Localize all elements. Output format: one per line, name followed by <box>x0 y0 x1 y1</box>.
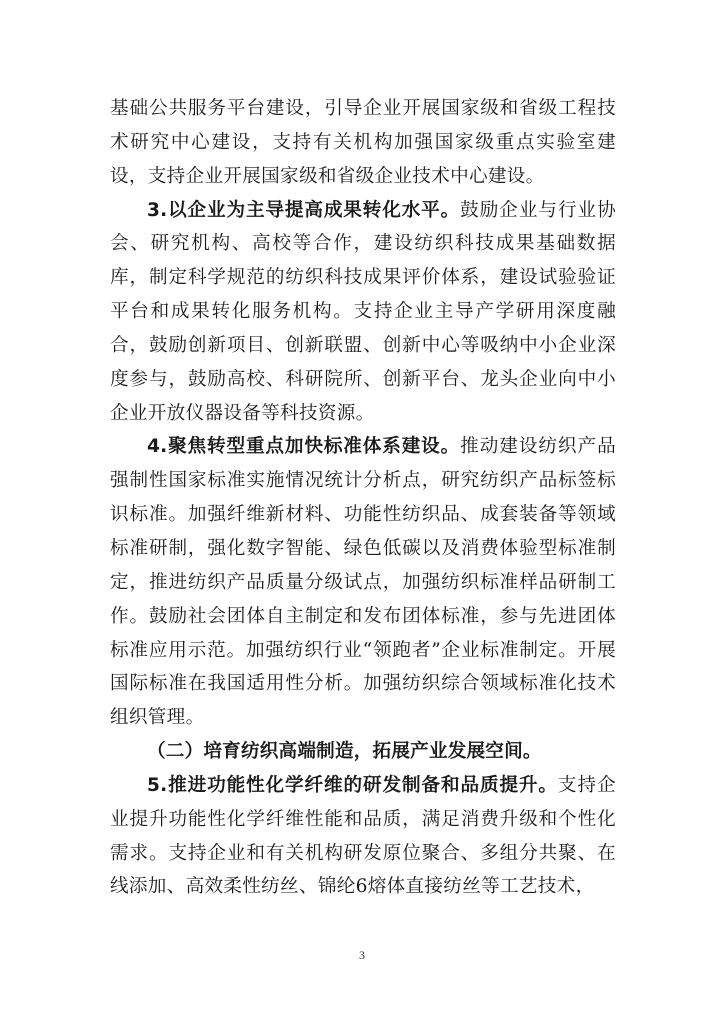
paragraph-continuation <box>110 92 616 194</box>
item-heading: 5.推进功能性化学纤维的研发制备和品质提升。 <box>147 774 558 796</box>
paragraph-body: 支持企业提升功能性化学纤维性能和品质，满足消费升级和个性化需求。支持企业和有关机构研发原位聚合、多组分共聚、在线添加、高效柔性纺丝、锦纶6熔体直接纺丝等工艺技术， <box>110 774 616 898</box>
section-heading: （二）培育纺织高端制造，拓展产业发展空间。 <box>147 741 542 763</box>
item-heading: 3.以企业为主导提高成果转化水平。 <box>147 199 461 221</box>
document-page <box>110 92 616 904</box>
paragraph-body: 基础公共服务平台建设，引导企业开展国家级和省级工程技术研究中心建设，支持有关机构加强国家级重点实验室建设，支持企业开展国家级和省级企业技术中心建设。 <box>110 98 616 187</box>
item-heading: 4.聚焦转型重点加快标准体系建设。 <box>147 436 461 458</box>
paragraph-item-3 <box>110 194 616 431</box>
paragraph-body: 鼓励企业与行业协会、研究机构、高校等合作，建设纺织科技成果基础数据库，制定科学规范的纺织科技成果评价体系，建设试验验证平台和成果转化服务机构。支持企业主导产学研用深度融合，鼓励创新项目、创新联盟、创新中心等吸纳中小企业深度参与，鼓励高校、科研院所、创新平台、龙头企业向中小企业开放仪器设备等科技资源。 <box>110 199 617 424</box>
page-number: 3 <box>359 948 365 962</box>
paragraph-item-4 <box>110 430 616 735</box>
paragraph-body: 推动建设纺织产品强制性国家标准实施情况统计分析点，研究纺织产品标签标识标准。加强纤维新材料、功能性纺织品、成套装备等领域标准研制，强化数字智能、绿色低碳以及消费体验型标准制定，推进纺织产品质量分级试点，加强纺织标准样品研制工作。鼓励社会团体自主制定和发布团体标准，参与先进团体标准应用示范。加强纺织行业“领跑者”企业标准制定。开展国际标准在我国适用性分析。加强纺织综合领域标准化技术组织管理。 <box>110 436 617 729</box>
paragraph-item-5 <box>110 769 616 904</box>
